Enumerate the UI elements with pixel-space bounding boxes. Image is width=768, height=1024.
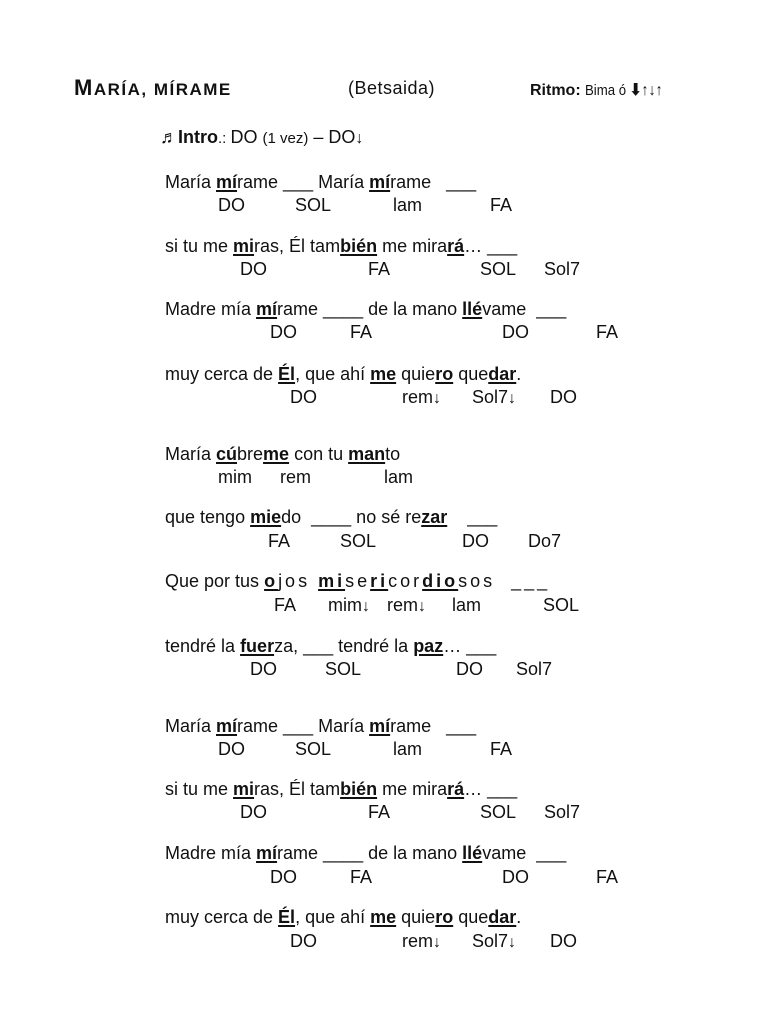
chord: SOL <box>480 259 517 279</box>
arrow-down-icon: ↓ <box>433 390 441 407</box>
chord: DO <box>502 867 529 887</box>
chord: mim↓ <box>328 595 370 615</box>
chord: lam <box>452 595 482 615</box>
chord: DO <box>218 195 245 215</box>
chord: rem↓ <box>402 931 441 951</box>
chord: SOL <box>480 802 517 822</box>
arrow-down-icon: ↓ <box>362 598 370 615</box>
chord: FA <box>350 322 373 342</box>
chord: lam <box>393 739 423 759</box>
arrow-down-icon: ↓ <box>433 934 441 951</box>
chord: DO <box>502 322 529 342</box>
chord: FA <box>268 531 291 551</box>
chord: FA <box>596 322 619 342</box>
lyric-line: muy cerca de Él, que ahí me quiero quedar. <box>165 907 522 927</box>
chord: DO <box>290 931 317 951</box>
lyric-line: muy cerca de Él, que ahí me quiero quedar. <box>165 364 522 384</box>
chord: lam <box>393 195 423 215</box>
rhythm-info <box>530 80 673 100</box>
song-title: MARÍA, MÍRAME <box>74 75 232 100</box>
chord: rem <box>280 467 311 487</box>
lyric-line: María mírame ___ María mírame ___ <box>165 172 477 192</box>
arrow-down-icon: ↓ <box>355 130 364 147</box>
chord: DO <box>550 931 577 951</box>
lyric-line: Madre mía mírame ____ de la mano llévame ___ <box>165 843 567 863</box>
chord: DO <box>240 259 267 279</box>
lyric-line: Madre mía mírame ____ de la mano llévame ___ <box>165 299 567 319</box>
artist-name: (Betsaida) <box>348 78 436 98</box>
strum-arrows-icon: ⬇↑↓↑ <box>629 82 663 99</box>
chord: DO <box>456 659 483 679</box>
lyric-line: si tu me miras, Él también me mirará… ___ <box>165 236 518 256</box>
lyric-line: que tengo miedo ____ no sé rezar ___ <box>165 507 498 527</box>
chord: Do7 <box>528 531 562 551</box>
intro-line: ♬Intro.: DO (1 vez) – DO↓ <box>160 127 364 147</box>
arrow-down-icon: ↓ <box>508 934 517 951</box>
chord: rem↓ <box>387 595 426 615</box>
chord: FA <box>490 739 513 759</box>
chord: FA <box>274 595 297 615</box>
chord: lam <box>384 467 414 487</box>
chord: DO <box>240 802 267 822</box>
arrow-down-icon: ↓ <box>508 390 517 407</box>
chord: rem↓ <box>402 387 441 407</box>
chord: FA <box>368 802 391 822</box>
chord: Sol7 <box>544 802 581 822</box>
rhythm-value: Bima ó ⬇↑↓↑ <box>585 82 663 99</box>
chord: FA <box>368 259 391 279</box>
chord: DO <box>250 659 277 679</box>
arrow-down-icon: ↓ <box>418 598 426 615</box>
chord: DO <box>218 739 245 759</box>
chord: SOL <box>543 595 580 615</box>
chord: SOL <box>325 659 362 679</box>
chord: Sol7↓ <box>472 387 517 407</box>
lyric-line: tendré la fuerza, ___ tendré la paz… ___ <box>165 636 497 656</box>
chord: DO <box>462 531 489 551</box>
chord: FA <box>490 195 513 215</box>
chord: DO <box>290 387 317 407</box>
music-note-icon: ♬ <box>160 127 178 147</box>
chord: FA <box>350 867 373 887</box>
chord: DO <box>270 322 297 342</box>
chord: SOL <box>295 195 332 215</box>
chord: DO <box>550 387 577 407</box>
chord: SOL <box>340 531 377 551</box>
rhythm-label: Ritmo: <box>530 82 581 99</box>
lyric-line: María mírame ___ María mírame ___ <box>165 716 477 736</box>
lyric-line: María cúbreme con tu manto <box>165 444 401 464</box>
chord: SOL <box>295 739 332 759</box>
lyric-line: si tu me miras, Él también me mirará… ___ <box>165 779 518 799</box>
chord: FA <box>596 867 619 887</box>
chord: Sol7 <box>516 659 553 679</box>
lyric-line: Que por tus ojos misericordiosos ___ <box>165 571 551 591</box>
chord: Sol7 <box>544 259 581 279</box>
chord: mim <box>218 467 252 487</box>
chord: Sol7↓ <box>472 931 517 951</box>
chord: DO <box>270 867 297 887</box>
